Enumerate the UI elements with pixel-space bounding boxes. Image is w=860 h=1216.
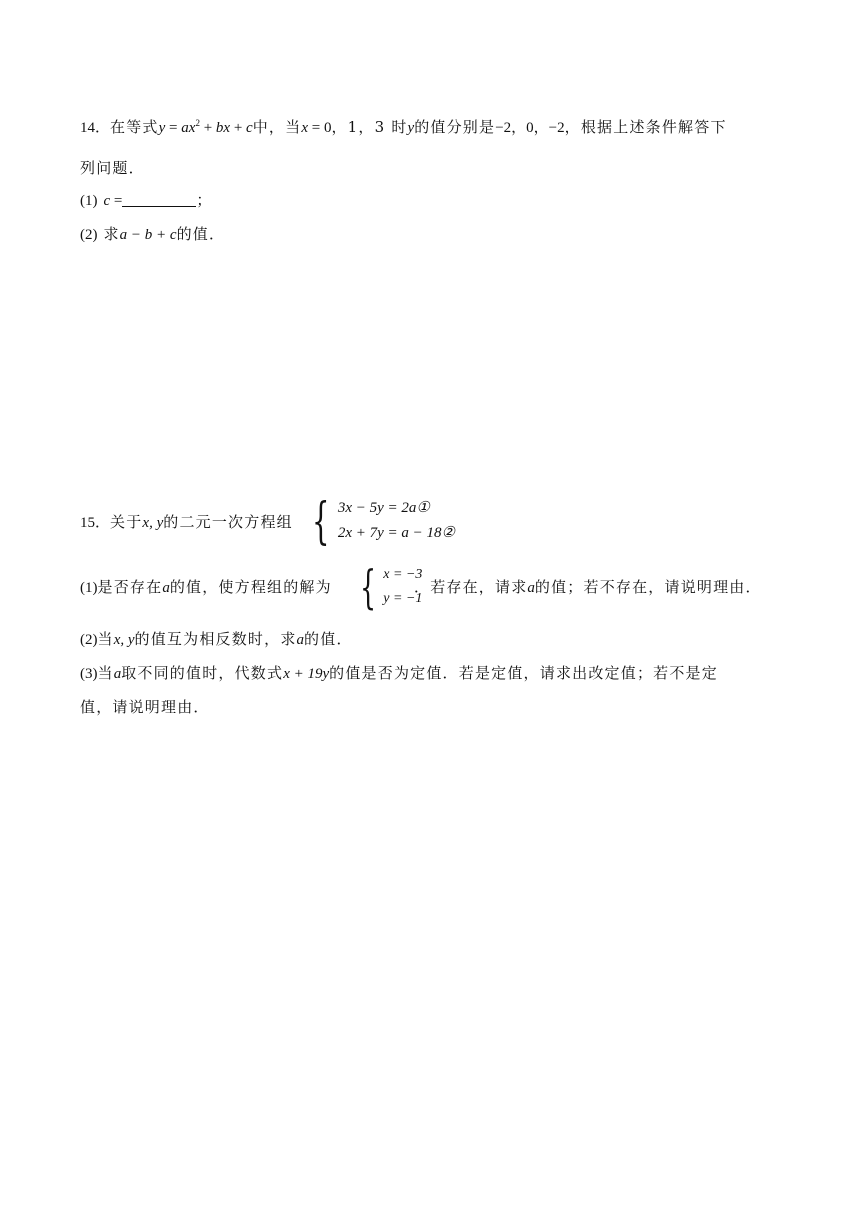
- q15-part1-text: ．若存在，请求: [414, 578, 528, 596]
- q14-part2: [80, 224, 225, 245]
- q15-part3: [80, 663, 718, 684]
- q14-stem-line2: 列问题．: [80, 159, 145, 177]
- q14-eq-sup: 2: [195, 118, 200, 128]
- q14-eq-plus2: +: [230, 120, 247, 136]
- answer-blank[interactable]: [122, 192, 196, 207]
- q15-part2-text: 当: [97, 630, 114, 648]
- q14-eq-c: c: [246, 120, 253, 136]
- q15-part1-text: 的值，使方程组的解为: [169, 578, 332, 596]
- q14-eq-bx: bx: [215, 120, 231, 136]
- left-brace: {: [360, 560, 377, 614]
- q15-part1-text: 是否存在: [97, 578, 163, 596]
- q15-part3-expr: x + 19y: [283, 666, 330, 682]
- q14-eq-y: y: [158, 120, 166, 136]
- q15-number: 15．: [80, 515, 111, 531]
- q14-x-eq: = 0: [308, 120, 332, 136]
- q15-part1-var2: a: [527, 580, 535, 596]
- q14-text: ，1，3 时: [331, 118, 408, 136]
- q14-text: 在等式: [110, 118, 159, 136]
- q15-part2-label: (2): [80, 632, 98, 648]
- q14-eq-ax: ax: [181, 120, 196, 136]
- q15-stem: [80, 512, 293, 533]
- q14-values: −2，0，−2: [495, 120, 565, 136]
- q15-equation-2: 2x + 7y = a − 18②: [337, 525, 455, 541]
- q15-part1: [80, 577, 332, 598]
- q14-number: 14．: [80, 120, 111, 136]
- q15-solution-y: y = −1: [383, 591, 423, 606]
- q15-solution-x: x = −3: [383, 567, 423, 582]
- q15-part3-label: (3): [80, 666, 98, 682]
- q15-part3-text: 取不同的值时，代数式: [121, 664, 284, 682]
- q15-part2-vars: x, y: [113, 632, 135, 648]
- q15-part1-label: (1): [80, 580, 98, 596]
- q15-part1-text: 的值；若不存在，请说明理由．: [534, 578, 762, 596]
- q14-text: 中，当: [252, 118, 302, 136]
- q14-eq-eq: =: [165, 120, 182, 136]
- q15-equation-1: 3x − 5y = 2a①: [337, 500, 430, 516]
- q14-eq-plus1: +: [199, 120, 216, 136]
- q15-part3-var: a: [113, 666, 122, 682]
- q15-part2-var: a: [296, 632, 305, 648]
- q14-part1-eq: =: [110, 193, 123, 209]
- q15-vars: x, y: [142, 515, 164, 531]
- q14-part2-expr: a − b + c: [119, 227, 177, 243]
- left-brace: {: [312, 492, 330, 550]
- q14-part2-text: 的值．: [176, 225, 226, 243]
- q15-equation-system: [312, 492, 455, 550]
- q15-part1-var: a: [162, 580, 170, 596]
- q15-part3-text: 当: [97, 664, 114, 682]
- q14-part2-label: (2): [80, 227, 98, 243]
- q15-text: 关于: [110, 513, 143, 531]
- q14-y-var: y: [407, 120, 415, 136]
- q14-part1-var: c: [103, 193, 111, 209]
- q14-text: ，根据上述条件解答下: [564, 118, 727, 136]
- q14-part1-end: ；: [196, 191, 213, 209]
- q15-part2-text: 的值互为相反数时，求: [134, 630, 297, 648]
- q14-part1-label: (1): [80, 193, 98, 209]
- q14-part2-text: 求: [103, 225, 120, 243]
- q15-part3-text: 的值是否为定值．若是定值，请求出改定值；若不是定: [329, 664, 718, 682]
- q14-stem-line1: [80, 117, 727, 138]
- q14-text: 的值分别是: [414, 118, 496, 136]
- q14-part1: [80, 190, 213, 211]
- q15-part2: [80, 629, 353, 650]
- q15-text: 的二元一次方程组: [163, 513, 293, 531]
- q15-part3-line2: 值，请说明理由．: [80, 698, 210, 716]
- q14-x-var: x: [301, 120, 308, 136]
- q15-part2-text: 的值．: [304, 630, 353, 648]
- q15-part1-continued: [414, 577, 762, 598]
